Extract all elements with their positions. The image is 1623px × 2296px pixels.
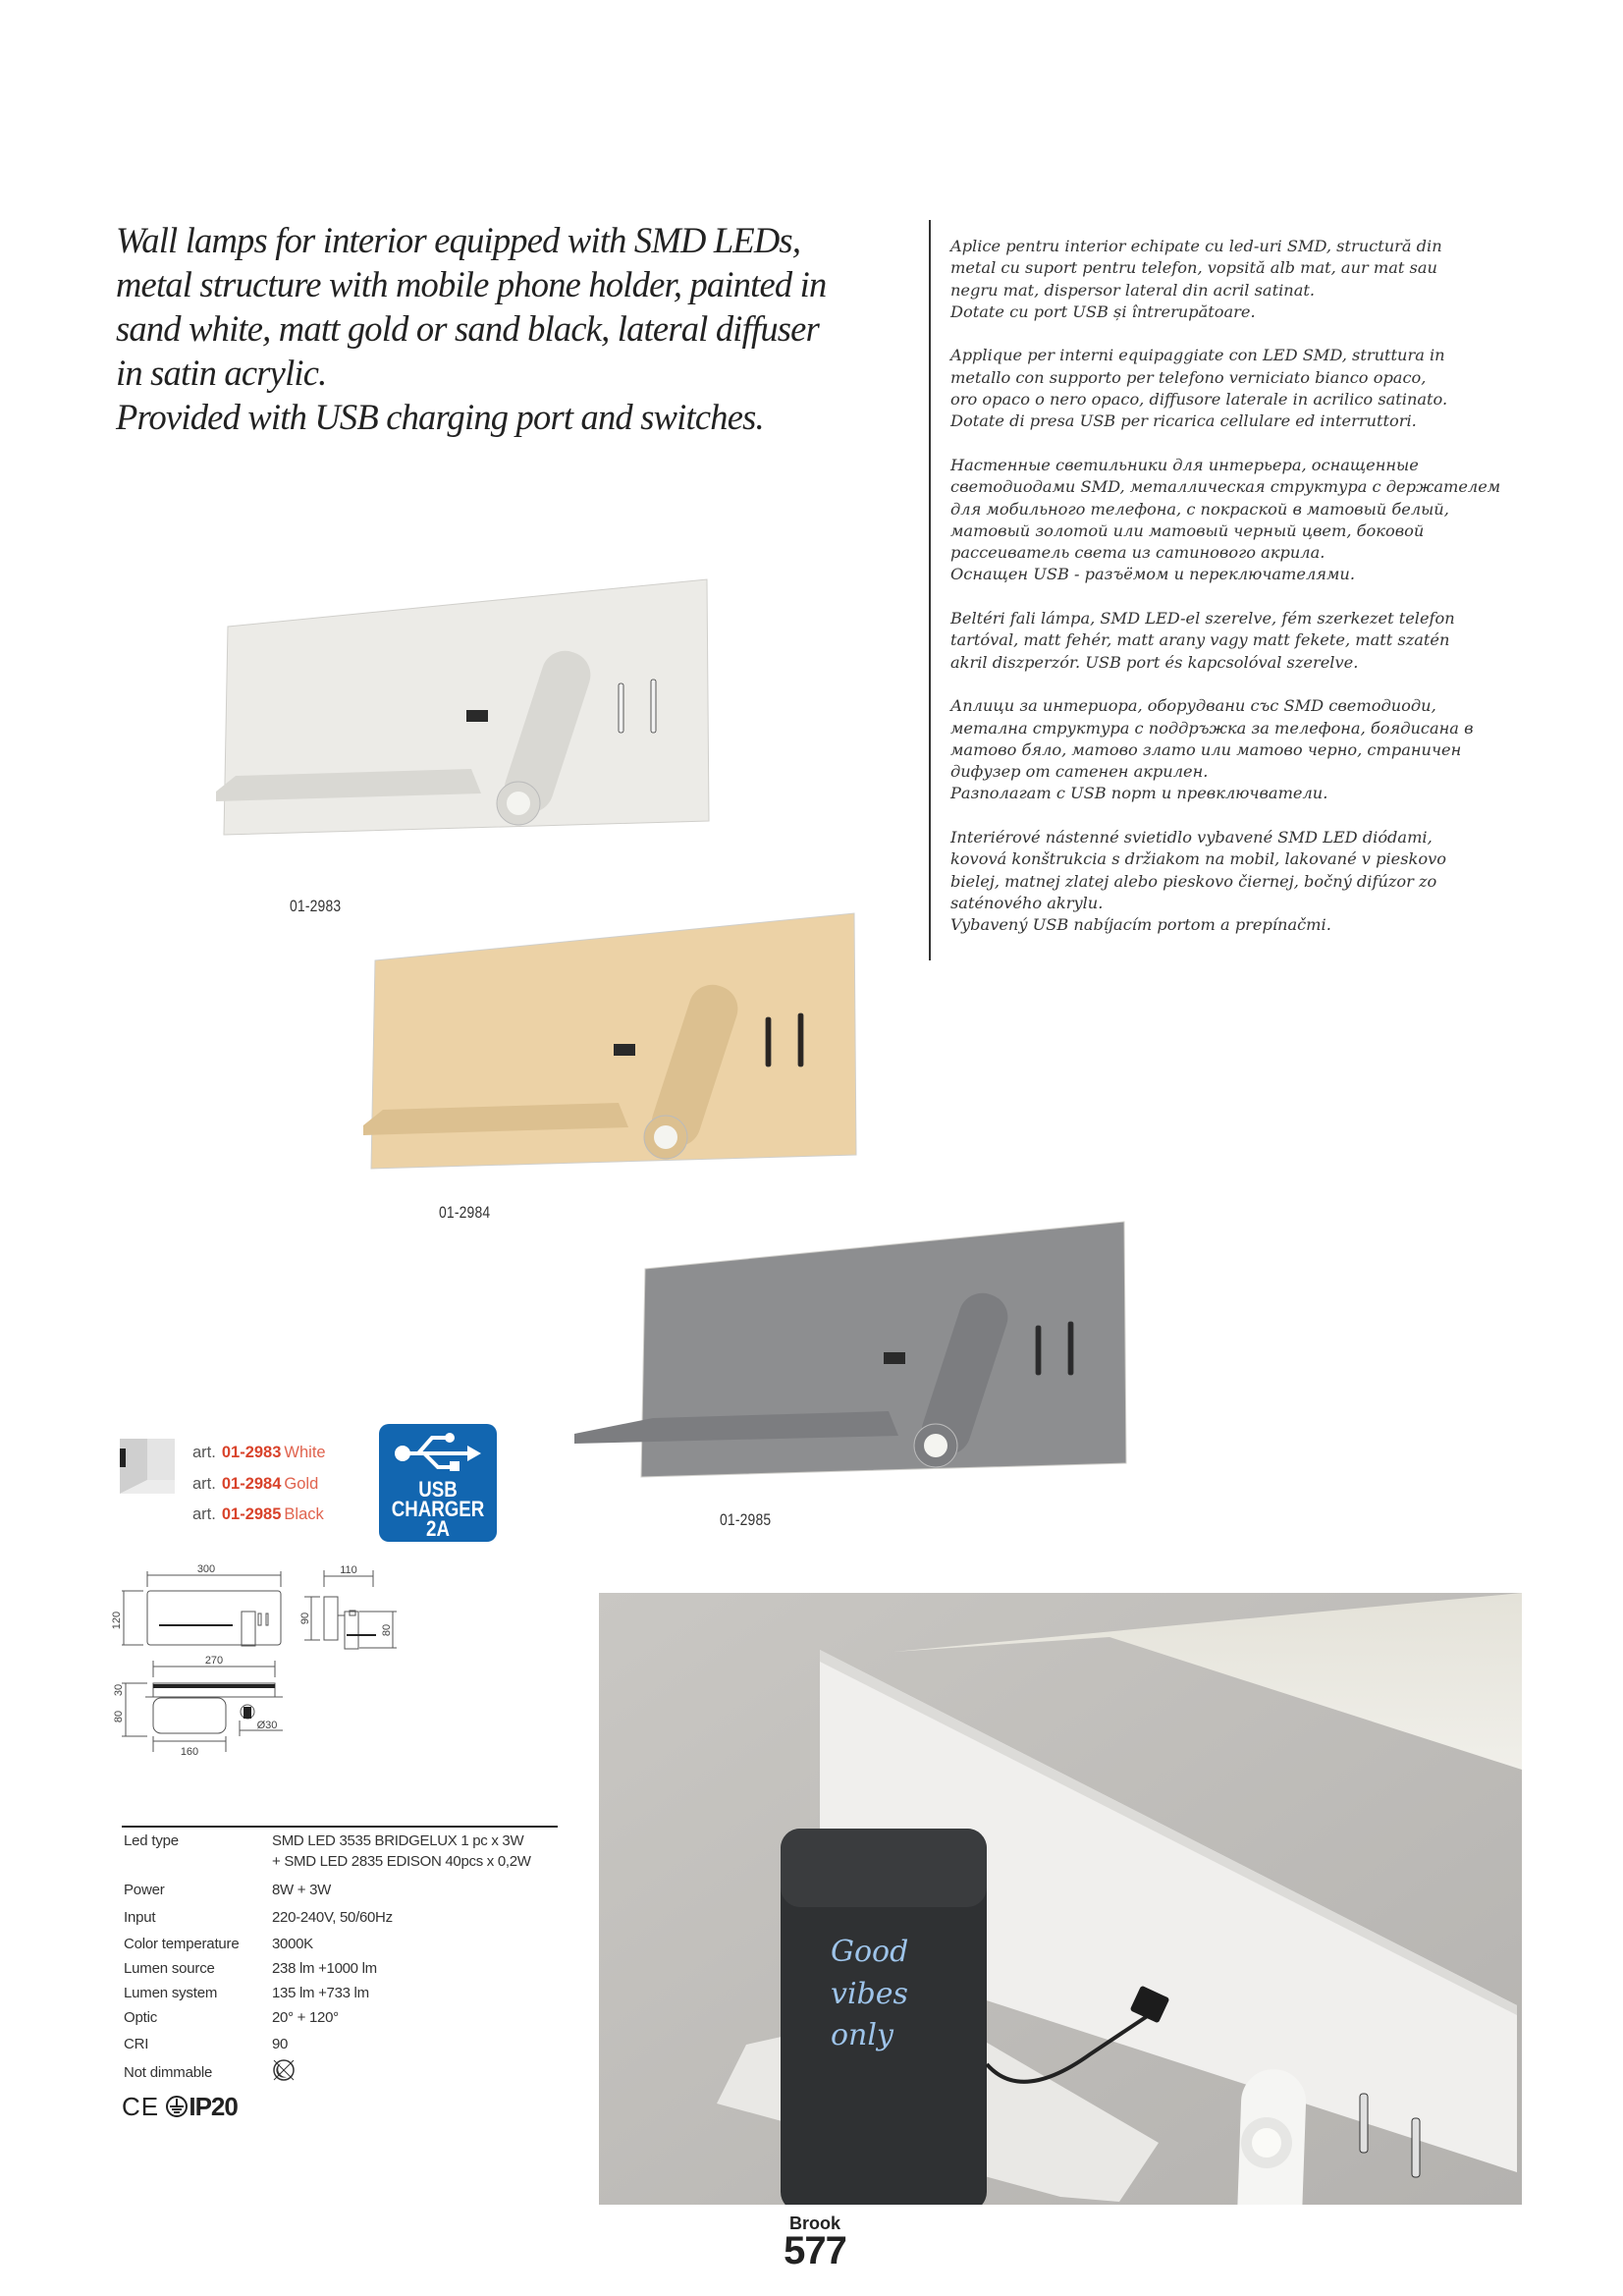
badge-line: CHARGER xyxy=(391,1497,485,1521)
product-caption: 01-2984 xyxy=(439,1203,491,1222)
spec-label: Lumen source xyxy=(124,1960,215,1977)
text-line: negru mat, dispersor lateral din acril satinat. xyxy=(950,280,1315,300)
spec-label: Led type xyxy=(124,1832,179,1849)
product-image-gold xyxy=(363,902,913,1176)
usb-charger-badge xyxy=(379,1424,497,1542)
text-line: Applique per interni equipaggiate con LED SMD, struttura in xyxy=(950,346,1445,365)
article-prefix: art. xyxy=(192,1475,216,1493)
usb-badge-text xyxy=(388,1477,488,1541)
spec-label: Optic xyxy=(124,2009,158,2026)
text-line: bielej, matnej zlatej alebo pieskovo čiernej, bočný difúzor zo xyxy=(950,871,1437,891)
led-lens xyxy=(507,792,530,815)
translation-ru xyxy=(950,455,1530,586)
product-image-black xyxy=(574,1210,1183,1485)
usb-port-icon xyxy=(614,1044,635,1056)
headline xyxy=(116,218,931,439)
text-line: матовый золотой или матовый черный цвет, боковой xyxy=(950,520,1425,540)
spec-value: 3000K xyxy=(272,1936,313,1952)
translation-hu xyxy=(950,608,1530,674)
lamp-drawing xyxy=(574,1210,1183,1485)
translation-bg xyxy=(950,695,1530,804)
article-code: 01-2984 xyxy=(221,1475,282,1493)
translation-ro xyxy=(950,236,1530,323)
text-line: metallo con supporto per telefono verniciato bianco opaco, xyxy=(950,367,1427,387)
headline-line: Provided with USB charging port and switches. xyxy=(116,397,764,437)
headline-line: Wall lamps for interior equipped with SMD LEDs, xyxy=(116,220,801,260)
not-dimmable-icon xyxy=(272,2058,296,2087)
text-line: akril diszperzór. USB port és kapcsolóval szerelve. xyxy=(950,652,1359,672)
text-line: tartóval, matt fehér, matt arany vagy matt fekete, matt szatén xyxy=(950,630,1450,650)
usb-port-icon xyxy=(884,1352,905,1364)
speaker-text: Good xyxy=(831,1935,909,1969)
spec-value: 238 lm +1000 lm xyxy=(272,1960,377,1977)
article-row xyxy=(192,1444,326,1462)
switch-icon xyxy=(651,680,656,733)
speaker-text: vibes xyxy=(831,1977,908,2011)
switch-icon xyxy=(1036,1326,1041,1375)
article-code: 01-2985 xyxy=(221,1505,282,1523)
speaker-text: only xyxy=(831,2018,893,2052)
product-caption: 01-2983 xyxy=(290,897,342,915)
text-line: metal cu suport pentru telefon, vopsită alb mat, aur mat sau xyxy=(950,258,1437,278)
switch-icon xyxy=(619,683,623,733)
spec-label: Not dimmable xyxy=(124,2064,213,2081)
brand-name: Brook xyxy=(788,2214,840,2233)
article-row xyxy=(192,1505,324,1524)
article-row xyxy=(192,1475,318,1494)
product-image-white xyxy=(216,568,766,843)
dim-front-height: 120 xyxy=(111,1611,123,1630)
spec-value: 20° + 120° xyxy=(272,2009,339,2026)
article-color: Black xyxy=(284,1505,324,1523)
text-line: дифузер от сатенен акрилен. xyxy=(950,762,1209,782)
dim-side-depth: 110 xyxy=(340,1564,357,1576)
headline-line: in satin acrylic. xyxy=(116,353,327,393)
spec-label: CRI xyxy=(124,2036,149,2052)
spec-label: Lumen system xyxy=(124,1985,218,2001)
headline-line: sand white, matt gold or sand black, lateral diffuser xyxy=(116,308,819,349)
text-line: oro opaco o nero opaco, diffusore laterale in acrilico satinato. xyxy=(950,390,1448,410)
text-line: для мобильного телефона, с покраской в матовый белый, xyxy=(950,499,1449,519)
led-lens xyxy=(654,1125,677,1149)
spec-value: 220-240V, 50/60Hz xyxy=(272,1909,393,1926)
text-line: матово бяло, матово злато или матово черно, страничен xyxy=(950,739,1462,759)
led-lens xyxy=(924,1434,947,1457)
spec-table-rule xyxy=(122,1826,558,1828)
spec-value: SMD LED 3535 BRIDGELUX 1 pc x 3W xyxy=(272,1832,524,1849)
usb-icon xyxy=(379,1424,497,1483)
text-line: saténového akrylu. xyxy=(950,893,1104,912)
text-line: Оснащен USB - разъёмом и переключателями. xyxy=(950,565,1355,584)
text-line: светодиодами SMD, металлическая структура с держателем xyxy=(950,477,1501,497)
text-line: Beltéri fali lámpa, SMD LED-el szerelve, fém szerkezet telefon xyxy=(950,609,1455,629)
translations xyxy=(950,236,1530,958)
dim-front-width: 300 xyxy=(196,1563,216,1575)
switch-icon xyxy=(1068,1322,1073,1375)
dim-side-height-a: 90 xyxy=(299,1612,311,1625)
lamp-drawing xyxy=(216,568,766,843)
text-line: Настенные светильники для интерьера, оснащенные xyxy=(950,455,1419,474)
headline-line: metal structure with mobile phone holder, painted in xyxy=(116,264,827,304)
dim-shelf-width: 160 xyxy=(180,1746,199,1758)
dim-top-depth-a: 30 xyxy=(113,1683,125,1697)
usb-port-icon xyxy=(466,710,488,722)
dimension-drawing xyxy=(108,1561,422,1782)
switch-icon xyxy=(798,1013,803,1066)
spec-value: 90 xyxy=(272,2036,289,2052)
lifestyle-photo xyxy=(599,1593,1522,2205)
dim-side-height-b: 80 xyxy=(381,1623,393,1637)
spec-value: + SMD LED 2835 EDISON 40pcs x 0,2W xyxy=(272,1853,531,1870)
ip-rating: IP20 xyxy=(189,2092,238,2121)
text-line: Разполагат с USB порт и превключватели. xyxy=(950,784,1328,803)
text-line: метална структура с поддръжка за телефона, боядисана в xyxy=(950,718,1474,738)
switch-icon xyxy=(766,1017,771,1066)
article-color: Gold xyxy=(284,1475,319,1493)
text-line: рассеиватель света из сатинового акрила. xyxy=(950,543,1325,563)
text-line: Dotate di presa USB per ricarica cellulare ed interruttori. xyxy=(950,411,1417,431)
page-number: 577 xyxy=(784,2229,846,2272)
product-caption: 01-2985 xyxy=(720,1510,772,1529)
dim-top-depth-b: 80 xyxy=(113,1710,125,1723)
article-color: White xyxy=(284,1444,326,1461)
spec-label: Color temperature xyxy=(124,1936,240,1952)
article-prefix: art. xyxy=(192,1505,216,1523)
badge-line: 2A xyxy=(426,1516,450,1541)
spec-label: Input xyxy=(124,1909,156,1926)
ground-icon xyxy=(165,2095,189,2125)
spec-label: Power xyxy=(124,1882,165,1898)
text-line: Vybavený USB nabíjacím portom a prepínačmi. xyxy=(950,915,1331,935)
dim-top-width: 270 xyxy=(204,1655,224,1667)
certifications xyxy=(122,2092,238,2125)
dim-spot-diameter: Ø30 xyxy=(256,1720,278,1731)
column-divider xyxy=(929,220,931,960)
text-line: Dotate cu port USB și întrerupătoare. xyxy=(950,301,1256,321)
badge-line: USB xyxy=(418,1477,458,1502)
translation-sk xyxy=(950,827,1530,936)
text-line: kovová konštrukcia s držiakom na mobil, lakované v pieskovo xyxy=(950,849,1446,869)
text-line: Aplice pentru interior echipate cu led-uri SMD, structură din xyxy=(950,237,1442,255)
spec-value: 8W + 3W xyxy=(272,1882,331,1898)
ce-mark-icon: CE xyxy=(122,2092,160,2121)
product-swatch-icon xyxy=(120,1439,175,1494)
text-line: Interiérové nástenné svietidlo vybavené SMD LED diódami, xyxy=(950,828,1433,847)
article-prefix: art. xyxy=(192,1444,216,1461)
lamp-drawing xyxy=(363,902,913,1176)
article-code: 01-2983 xyxy=(221,1444,282,1461)
translation-it xyxy=(950,345,1530,432)
text-line: Аплици за интериора, оборудвани със SMD светодиоди, xyxy=(950,696,1436,716)
spec-value: 135 lm +733 lm xyxy=(272,1985,369,2001)
